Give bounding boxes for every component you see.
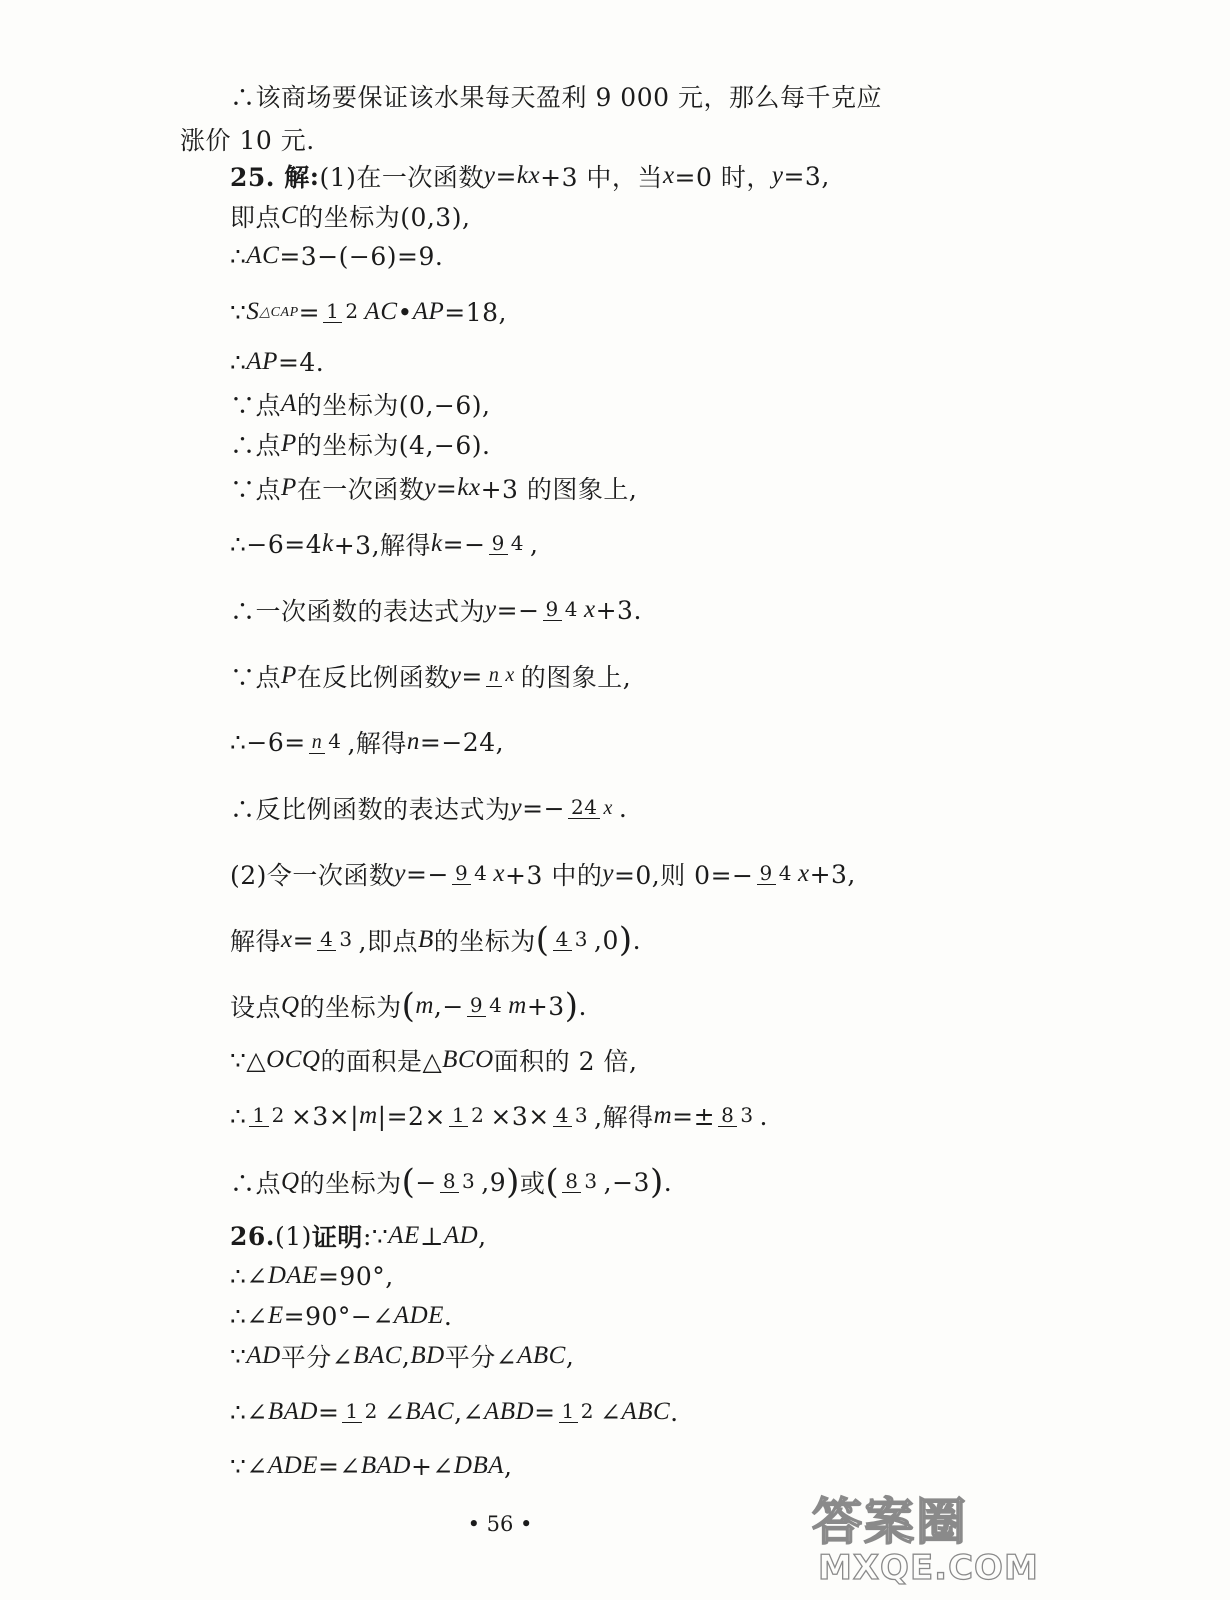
text-line: ∴−6=4 k +3,解得 k =− 9 4 ,: [230, 529, 539, 560]
text-line: (2)令一次函数 y =− 9 4 x +3 中的 y =0,则 0=− 9 4 x +3,: [230, 859, 856, 890]
fraction: 1 2: [249, 1105, 287, 1127]
fraction: 8 3: [440, 1171, 478, 1193]
watermark-logo-text: 答案圈: [812, 1493, 968, 1551]
fraction: 1 2: [342, 1401, 380, 1423]
text-line: ∴点 Q 的坐标为 ( − 8 3 ,9 ) 或 ( 8 3 ,−3 ) .: [230, 1162, 673, 1202]
text: ∴该商场要保证该水果每天盈利 9 000 元，那么每千克应: [230, 83, 882, 112]
text-line: ∴∠ BAD = 1 2 ∠ BAC ,∠ ABD = 1 2 ∠ ABC .: [230, 1397, 679, 1427]
text-line: ∴ AP =4.: [230, 347, 325, 377]
fraction: 1 2: [323, 301, 361, 323]
fraction: 9 4: [757, 863, 795, 885]
text-line: ∴反比例函数的表达式为 y =− 24 x .: [230, 793, 628, 824]
fraction: 9 4: [452, 863, 490, 885]
text-line: ∴∠ DAE =90°,: [230, 1261, 394, 1291]
text-line: ∵点 P 在一次函数 y = kx +3 的图象上,: [230, 473, 638, 504]
text-line: ∵ AD 平分∠ BAC , BD 平分∠ ABC ,: [230, 1341, 575, 1372]
text: 涨价 10 元.: [180, 126, 315, 155]
fraction: 1 2: [559, 1401, 597, 1423]
fraction: n 4: [309, 731, 345, 754]
text-line: ∴ 1 2 ×3×| m |=2× 1 2 ×3× 4 3 ,解得 m =± 8 3 .: [230, 1101, 768, 1132]
problem-25-heading: 25. 解 : (1)在一次函数 y = kx +3 中，当 x =0 时， y =3,: [0, 146, 1230, 206]
problem-number: 25. 解: [230, 163, 310, 192]
problem-number: 26.: [230, 1221, 275, 1251]
page-number: • 56 •: [467, 1512, 533, 1536]
text-line: 解得 x = 4 3 ,即点 B 的坐标为 ( 4 3 ,0 ) .: [230, 920, 642, 960]
text-line: ∴ AC =3−(−6)=9.: [230, 241, 444, 271]
text-line: ∴点 P 的坐标为(4,−6).: [230, 430, 491, 460]
problem-26-heading: 26. (1) 证明 :∵ AE ⊥ AD ,: [230, 1221, 487, 1252]
fraction: 8 3: [718, 1105, 756, 1127]
fraction: 4 3: [553, 929, 591, 951]
fraction: 9 4: [467, 995, 505, 1017]
text-line: ∵∠ ADE =∠ BAD +∠ DBA ,: [230, 1451, 513, 1481]
text-line: ∴−6= n 4 ,解得 n =−24,: [230, 727, 505, 758]
text-line: ∴∠ E =90°−∠ ADE .: [230, 1301, 453, 1331]
text-line: ∵点 A 的坐标为(0,−6),: [230, 390, 491, 420]
text-line: ∵点 P 在反比例函数 y = n x 的图象上,: [230, 661, 632, 692]
fraction: 8 3: [562, 1171, 600, 1193]
fraction: n x: [486, 665, 518, 687]
fraction: 9 4: [543, 599, 581, 621]
text-line: 即点 C 的坐标为(0,3),: [230, 202, 471, 232]
watermark: [812, 1482, 1039, 1592]
fraction: 4 3: [553, 1105, 591, 1127]
text-line: ∴一次函数的表达式为 y =− 9 4 x +3.: [230, 595, 642, 626]
watermark-url: MXQE.COM: [818, 1548, 1039, 1588]
fraction: 9 4: [489, 533, 527, 555]
fraction: 24 x: [568, 797, 616, 819]
text-line: 设点 Q 的坐标为 ( m ,− 9 4 m +3 ) .: [230, 986, 587, 1026]
fraction: 1 2: [449, 1105, 487, 1127]
text-line: ∵ S △CAP = 1 2 AC • AP =18,: [230, 297, 508, 327]
text-line: ∵△ OCQ 的面积是△ BCO 面积的 2 倍,: [230, 1045, 638, 1076]
fraction: 4 3: [317, 929, 355, 951]
